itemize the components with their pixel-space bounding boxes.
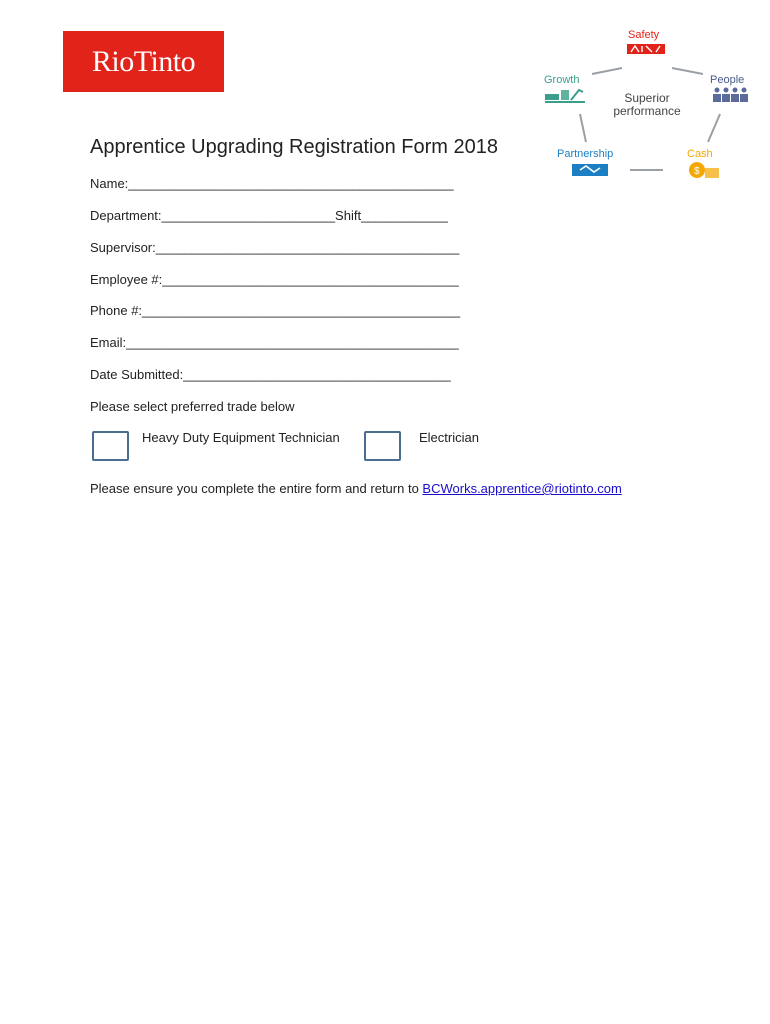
name-field[interactable]: Name:_____________________________________________ <box>90 176 454 191</box>
logo-text: RioTinto <box>91 44 196 78</box>
center-line-1: Superior <box>624 91 670 105</box>
center-line-2: performance <box>613 104 681 118</box>
email-field[interactable]: Email:______________________________________________ <box>90 335 459 350</box>
growth-icon <box>545 86 587 104</box>
people-label: People <box>710 74 745 86</box>
date-submitted-field[interactable]: Date Submitted:_____________________________________ <box>90 367 451 382</box>
department-shift-field[interactable]: Department:________________________Shift____________ <box>90 208 448 223</box>
cash-icon <box>685 160 721 180</box>
cash-label: Cash <box>687 148 713 160</box>
handshake-icon <box>572 162 608 178</box>
heavy-duty-label: Heavy Duty Equipment Technician <box>142 430 340 445</box>
people-icon <box>712 87 748 103</box>
trade-prompt: Please select preferred trade below <box>90 399 295 414</box>
electrician-label: Electrician <box>419 430 479 445</box>
riotinto-logo <box>63 31 224 92</box>
instruction-text: Please ensure you complete the entire form and return to <box>90 481 423 496</box>
phone-number-field[interactable]: Phone #:____________________________________________ <box>90 303 461 318</box>
growth-label: Growth <box>544 74 580 86</box>
superior-performance-text <box>602 92 692 118</box>
form-title: Apprentice Upgrading Registration Form 2018 <box>90 136 498 158</box>
safety-icon <box>627 42 667 56</box>
return-instruction <box>90 481 622 496</box>
svg-text:$: $ <box>694 166 700 177</box>
email-link[interactable]: BCWorks.apprentice@riotinto.com <box>422 481 622 496</box>
partnership-label: Partnership <box>557 148 614 160</box>
heavy-duty-checkbox[interactable] <box>92 431 129 461</box>
values-graphic <box>530 24 760 194</box>
employee-number-field[interactable]: Employee #:_________________________________________ <box>90 272 459 287</box>
safety-label: Safety <box>628 29 660 41</box>
electrician-checkbox[interactable] <box>364 431 401 461</box>
supervisor-field[interactable]: Supervisor:__________________________________________ <box>90 240 460 255</box>
